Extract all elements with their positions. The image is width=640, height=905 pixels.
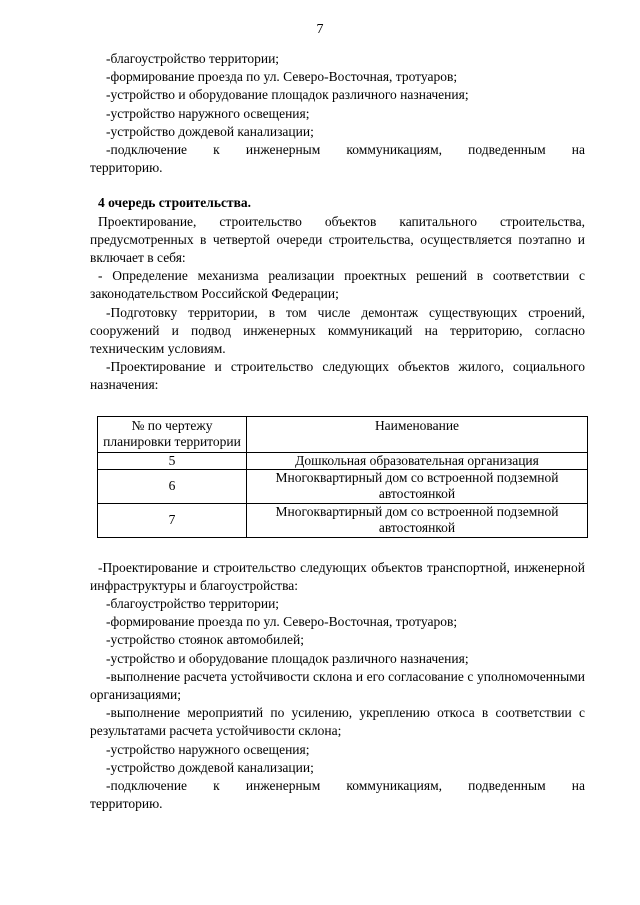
table-row <box>98 469 588 503</box>
slope-measures-paragraph: -выполнение мероприятий по усилению, укреплению откоса в соответствии с результатами расчета устойчивости склона; <box>90 705 585 739</box>
list-item: -формирование проезда по ул. Северо-Восточная, тротуаров; <box>106 69 458 85</box>
list-item-connect-line1: -подключение к инженерным коммуникациям, подведенным на <box>106 778 585 794</box>
column-header-name: Наименование <box>247 416 588 452</box>
list-item: -устройство стоянок автомобилей; <box>106 632 304 648</box>
slope-calc-paragraph: -выполнение расчета устойчивости склона и его согласование с уполномоченными организациями; <box>90 668 585 703</box>
page-number: 7 <box>316 22 324 37</box>
page-content <box>90 50 585 814</box>
cell-number: 7 <box>98 503 247 537</box>
spacer <box>98 177 585 194</box>
mechanism-paragraph: - Определение механизма реализации проектных решений в соответствии с законодательством Российской Федерации; <box>90 268 585 302</box>
list-item: -устройство дождевой канализации; <box>106 123 314 139</box>
table-row <box>98 452 588 469</box>
cell-number: 5 <box>98 452 247 469</box>
design-transport-paragraph: -Проектирование и строительство следующих объектов транспортной, инженерной инфраструктуры и благоустройства: <box>90 559 585 593</box>
list-item: -устройство и оборудование площадок различного назначения; <box>106 650 469 666</box>
column-header-number: № по чертежу планировки территории <box>98 416 247 452</box>
list-item: -устройство наружного освещения; <box>106 105 310 121</box>
cell-name: Многоквартирный дом со встроенной подземной автостоянкой <box>247 503 588 537</box>
list-item: -благоустройство территории; <box>106 596 280 612</box>
list-item: -благоустройство территории; <box>106 51 280 66</box>
table-row <box>98 503 588 537</box>
cell-number: 6 <box>98 469 247 503</box>
list-item: -устройство и оборудование площадок различного назначения; <box>106 87 469 103</box>
list-item-connect-line1: -подключение к инженерным коммуникациям, подведенным на <box>106 142 585 158</box>
objects-table <box>97 416 588 538</box>
cell-name: Дошкольная образовательная организация <box>247 452 588 469</box>
cell-name: Многоквартирный дом со встроенной подземной автостоянкой <box>247 469 588 503</box>
intro-paragraph: Проектирование, строительство объектов капитального строительства, предусмотренных в четвертой очереди строительства, осуществляется поэтапно и включает в себя: <box>90 213 585 266</box>
table-header-row <box>98 416 588 452</box>
section-heading: 4 очередь строительства. <box>98 195 251 211</box>
design-residential-paragraph: -Проектирование и строительство следующих объектов жилого, социального назначения: <box>90 359 585 393</box>
list-item: -формирование проезда по ул. Северо-Восточная, тротуаров; <box>106 614 458 630</box>
preparation-paragraph: -Подготовку территории, в том числе демонтаж существующих строений, сооружений и подвод инженерных коммуникаций на территорию, согласно техническим условиям. <box>90 304 585 357</box>
list-item: -устройство дождевой канализации; <box>106 759 314 775</box>
list-item-connect-line2: территорию. <box>90 160 163 176</box>
list-item-connect-line2: территорию. <box>90 796 163 812</box>
list-item: -устройство наружного освещения; <box>106 741 310 757</box>
